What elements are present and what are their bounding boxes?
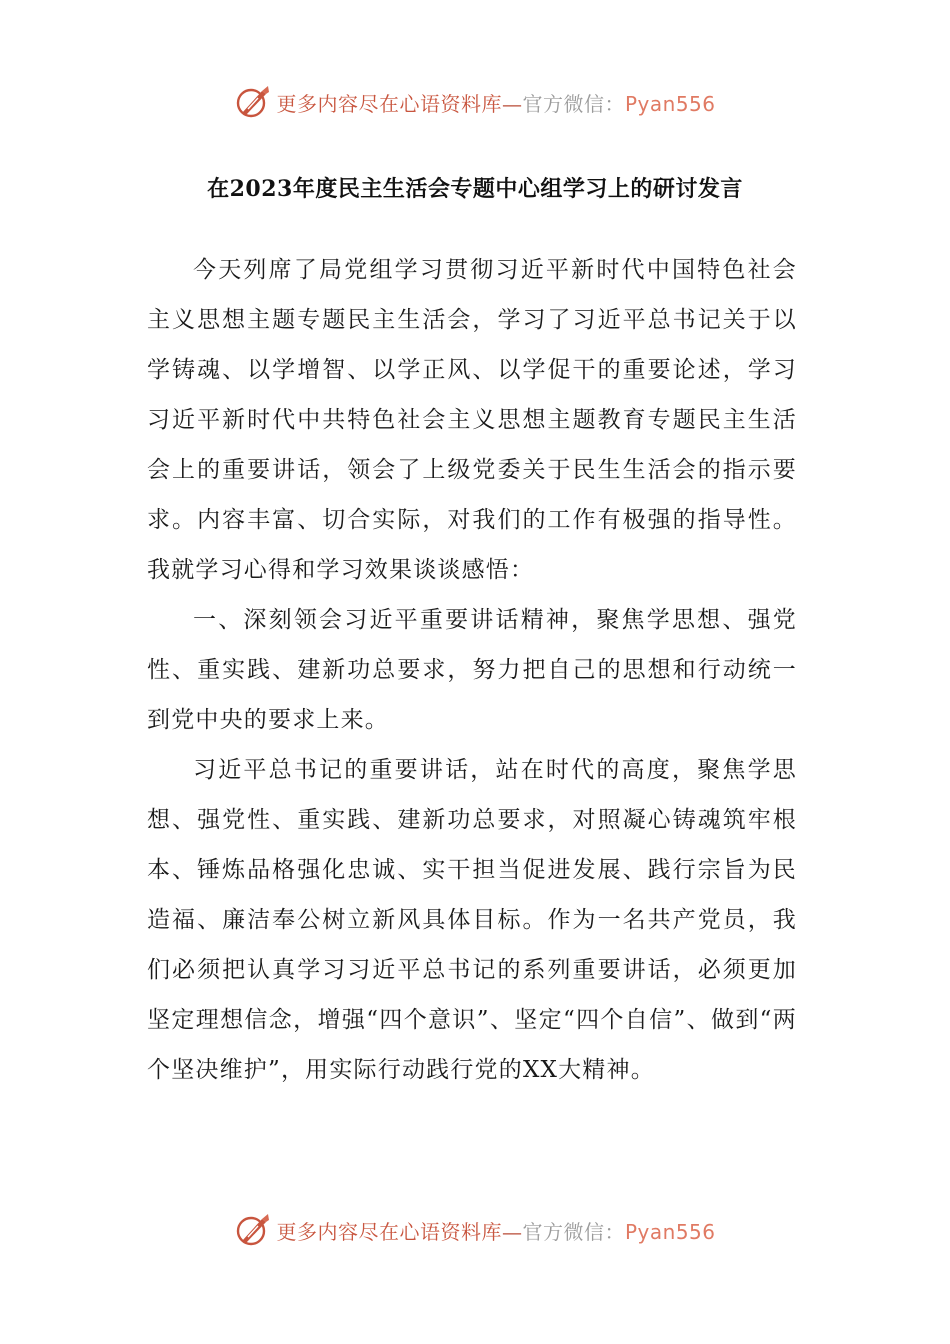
banner-wechat-label: 官方微信：	[522, 91, 625, 116]
document-body	[147, 245, 797, 1095]
banner-text	[276, 1216, 715, 1245]
banner-text	[276, 88, 715, 117]
paragraph-intro: 今天列席了局党组学习贯彻习近平新时代中国特色社会主义思想主题专题民主生活会，学习了习近平总书记关于以学铸魂、以学增智、以学正风、以学促干的重要论述，学习习近平新时代中共特色社会主义思想主题教育专题民主生活会上的重要讲话，领会了上级党委关于民生生活会的指示要求。内容丰富、切合实际，对我们的工作有极强的指导性。我就学习心得和学习效果谈谈感悟：	[147, 257, 797, 583]
banner-wechat-id: Pyan556	[624, 1219, 716, 1244]
banner-dash: —	[501, 91, 523, 116]
banner-wechat-label: 官方微信：	[522, 1219, 625, 1244]
quill-logo-icon	[234, 83, 272, 121]
quill-logo-icon	[234, 1211, 272, 1249]
header-banner	[0, 82, 950, 122]
banner-wechat-id: Pyan556	[624, 91, 716, 116]
paragraph-body: 习近平总书记的重要讲话，站在时代的高度，聚焦学思想、强党性、重实践、建新功总要求，对照凝心铸魂筑牢根本、锤炼品格强化忠诚、实干担当促进发展、践行宗旨为民造福、廉洁奉公树立新风具体目标。作为一名共产党员，我们必须把认真学习习近平总书记的系列重要讲话，必须更加坚定理想信念，增强“四个意识”、坚定“四个自信”、做到“两个坚决维护”，用实际行动践行党的XX大精神。	[147, 757, 797, 1083]
paragraph-section-heading: 一、深刻领会习近平重要讲话精神，聚焦学思想、强党性、重实践、建新功总要求，努力把自己的思想和行动统一到党中央的要求上来。	[147, 607, 797, 733]
banner-main-text: 更多内容尽在心语资料库	[276, 1219, 502, 1244]
document-title: 在2023年度民主生活会专题中心组学习上的研讨发言	[207, 176, 743, 202]
banner-dash: —	[501, 1219, 523, 1244]
banner-main-text: 更多内容尽在心语资料库	[276, 91, 502, 116]
footer-banner	[0, 1210, 950, 1250]
